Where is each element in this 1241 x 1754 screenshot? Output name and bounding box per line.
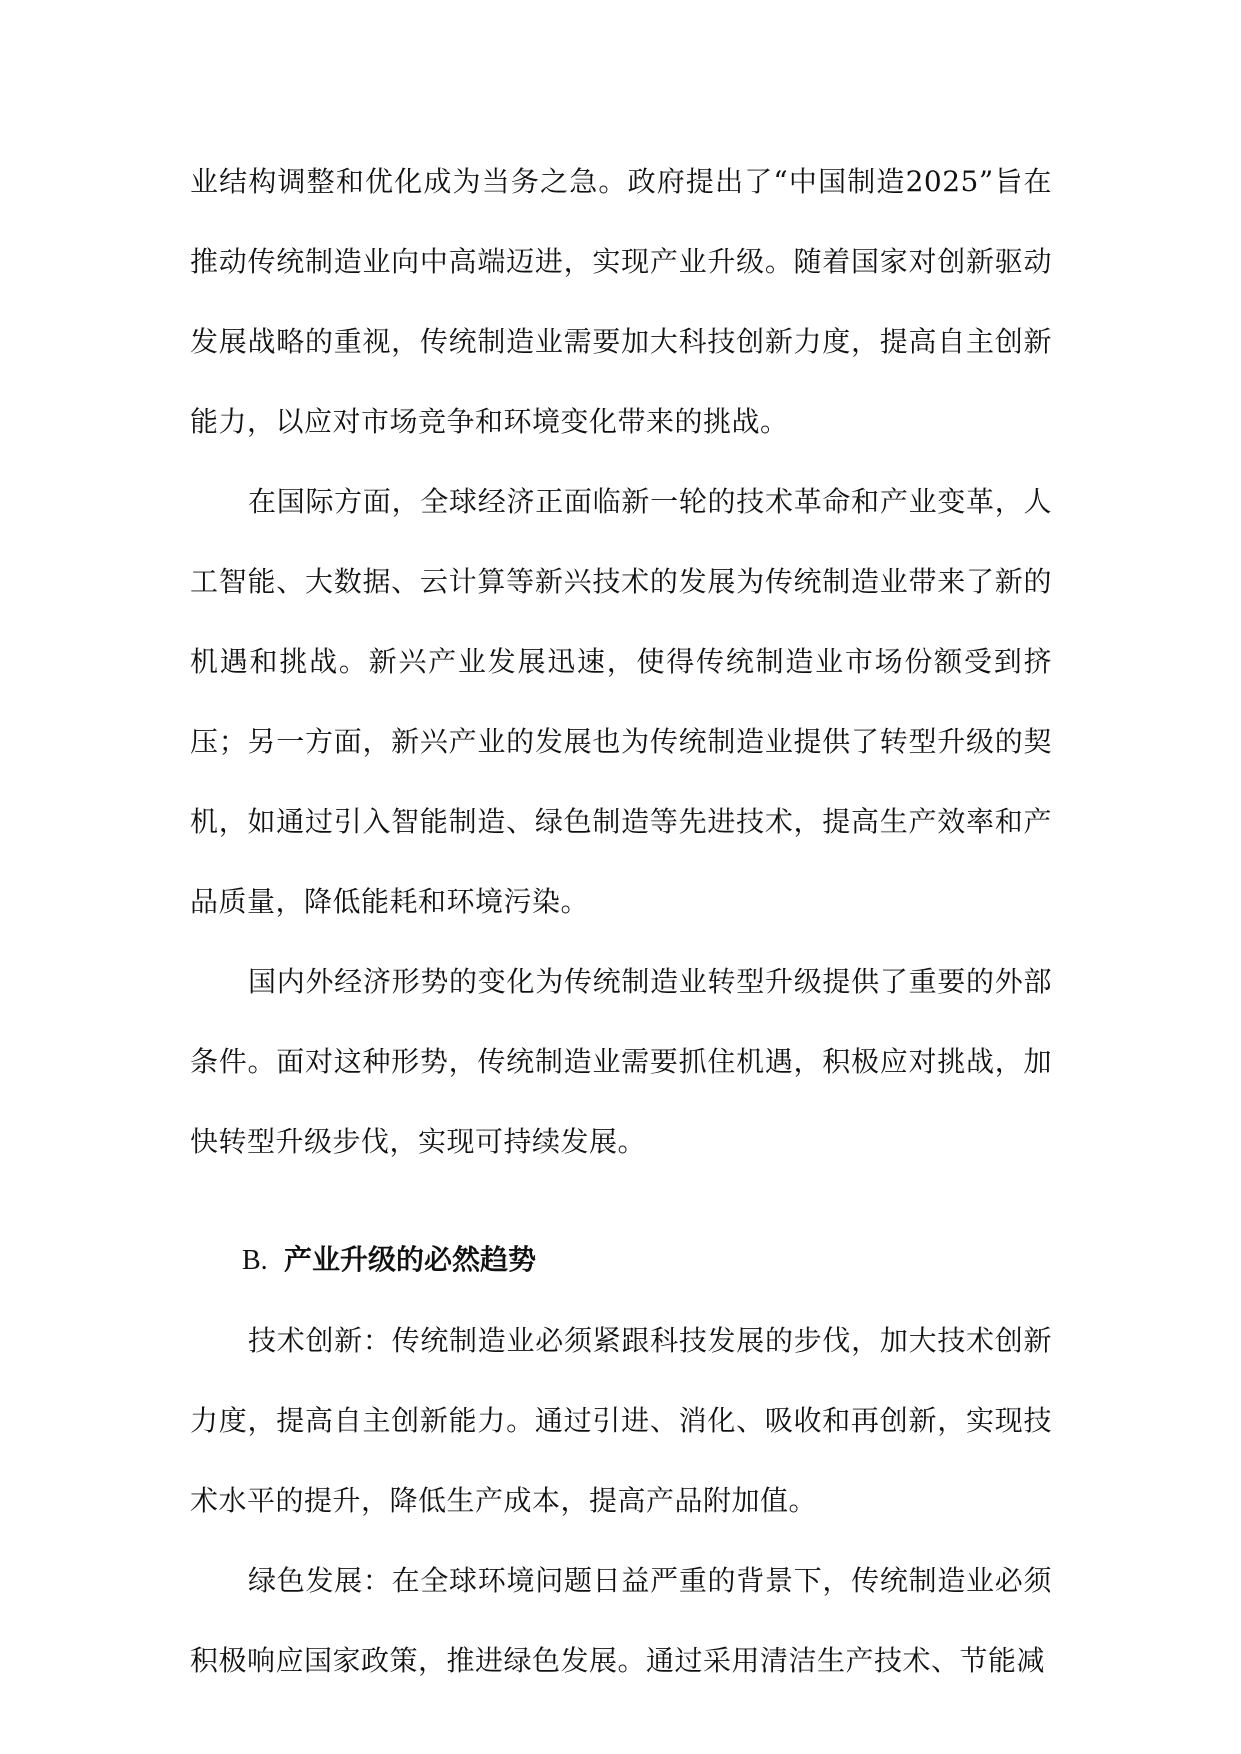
paragraph-tech-innovation: 技术创新：传统制造业必须紧跟科技发展的步伐，加大技术创新力度，提高自主创新能力。通过引进、消化、吸收和再创新，实现技术水平的提升，降低生产成本，提高产品附加值。 [190, 1324, 1052, 1517]
section-number: B. [242, 1245, 268, 1276]
paragraph-green-development: 绿色发展：在全球环境问题日益严重的背景下，传统制造业必须积极响应国家政策，推进绿色发展。通过采用清洁生产技术、节能减 [190, 1564, 1052, 1677]
section-heading [190, 1220, 1052, 1301]
paragraph-international: 在国际方面，全球经济正面临新一轮的技术革命和产业变革，人工智能、大数据、云计算等新兴技术的发展为传统制造业带来了新的机遇和挑战。新兴产业发展迅速，使得传统制造业市场份额受到挤压；另一方面，新兴产业的发展也为传统制造业提供了转型升级的契机，如通过引入智能制造、绿色制造等先进技术，提高生产效率和产品质量，降低能耗和环境污染。 [190, 485, 1052, 918]
paragraph-domestic: 国内外经济形势的变化为传统制造业转型升级提供了重要的外部条件。面对这种形势，传统制造业需要抓住机遇，积极应对挑战，加快转型升级步伐，实现可持续发展。 [190, 965, 1052, 1158]
document-body [190, 142, 1052, 1701]
paragraph-continuation: 业结构调整和优化成为当务之急。政府提出了“中国制造2025”旨在推动传统制造业向中高端迈进，实现产业升级。随着国家对创新驱动发展战略的重视，传统制造业需要加大科技创新力度，提高自主创新能力，以应对市场竞争和环境变化带来的挑战。 [190, 165, 1052, 438]
section-title: 产业升级的必然趋势 [284, 1243, 537, 1276]
